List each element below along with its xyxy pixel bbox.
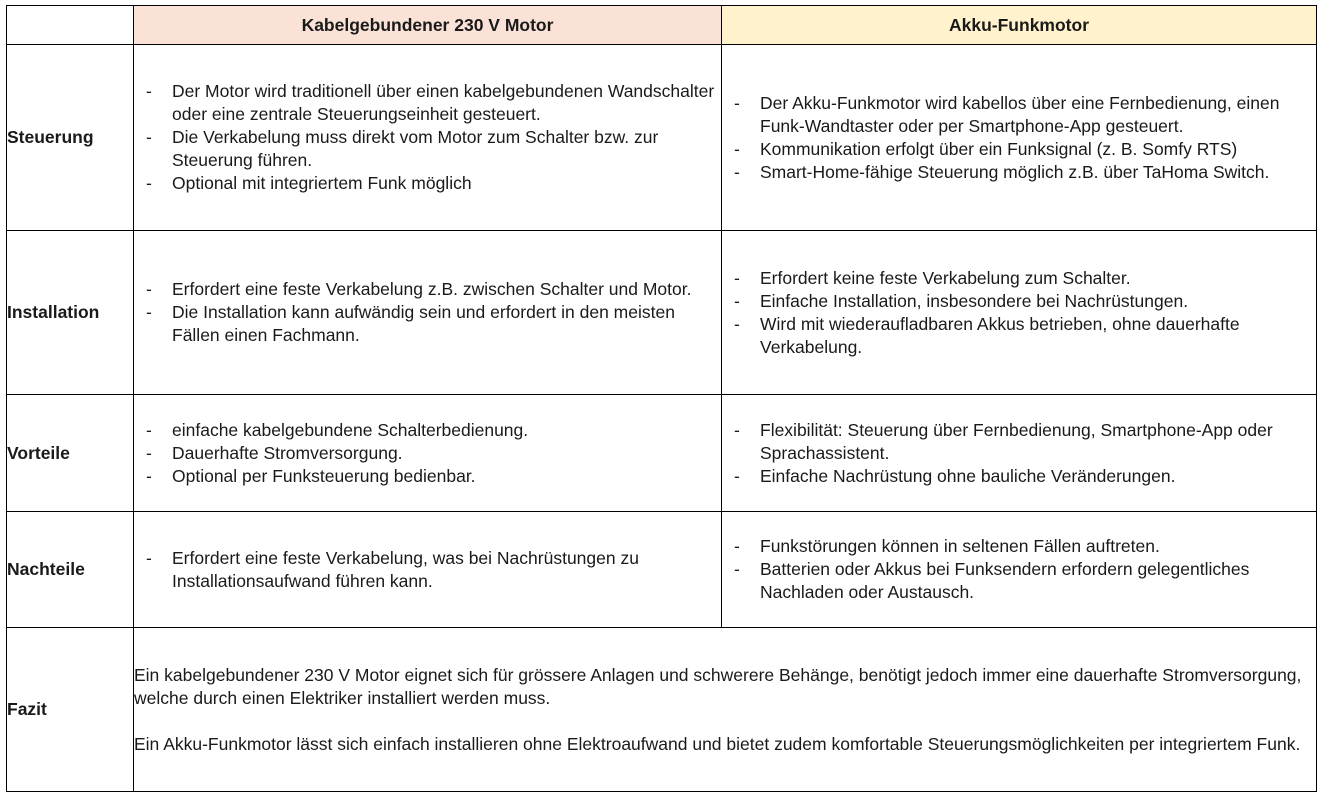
list-item: - Funkstörungen können in seltenen Fällen auftreten. <box>760 535 1310 558</box>
table-row <box>7 45 1317 231</box>
cell-installation-wired <box>134 231 722 395</box>
fazit-cell <box>134 628 1317 792</box>
list-item: - Wird mit wiederaufladbaren Akkus betrieben, ohne dauerhafte Verkabelung. <box>760 313 1310 359</box>
cell-steuerung-wired <box>134 45 722 231</box>
list-item: - Einfache Nachrüstung ohne bauliche Veränderungen. <box>760 465 1310 488</box>
table-row <box>7 231 1317 395</box>
table-row <box>7 628 1317 792</box>
row-label-fazit: Fazit <box>7 628 134 792</box>
list-item: - Flexibilität: Steuerung über Fernbedienung, Smartphone-App oder Sprachassistent. <box>760 419 1310 465</box>
list-item: - Dauerhafte Stromversorgung. <box>172 442 715 465</box>
bullet-list <box>722 92 1316 184</box>
cell-vorteile-akku <box>722 395 1317 512</box>
table-row <box>7 395 1317 512</box>
bullet-list <box>134 419 721 488</box>
table-row <box>7 512 1317 628</box>
bullet-list <box>134 547 721 593</box>
header-akku-funkmotor: Akku-Funkmotor <box>722 6 1317 45</box>
row-label-steuerung: Steuerung <box>7 45 134 231</box>
list-item: - Einfache Installation, insbesondere bei Nachrüstungen. <box>760 290 1310 313</box>
fazit-paragraph: Ein Akku-Funkmotor lässt sich einfach installieren ohne Elektroaufwand und bietet zudem komfortable Steuerungsmöglichkeiten per integriertem Funk. <box>134 733 1301 754</box>
list-item: - Optional per Funksteuerung bedienbar. <box>172 465 715 488</box>
list-item: - Erfordert eine feste Verkabelung, was bei Nachrüstungen zu Installationsaufwand führen kann. <box>172 547 715 593</box>
bullet-list <box>134 278 721 347</box>
cell-nachteile-akku <box>722 512 1317 628</box>
header-wired-motor: Kabelgebundener 230 V Motor <box>134 6 722 45</box>
cell-installation-akku <box>722 231 1317 395</box>
list-item: - einfache kabelgebundene Schalterbedienung. <box>172 419 715 442</box>
list-item: - Die Installation kann aufwändig sein und erfordert in den meisten Fällen einen Fachmann. <box>172 301 715 347</box>
comparison-table <box>6 5 1317 792</box>
list-item: - Smart-Home-fähige Steuerung möglich z.B. über TaHoma Switch. <box>760 161 1310 184</box>
list-item: - Der Motor wird traditionell über einen kabelgebundenen Wandschalter oder eine zentrale Steuerungseinheit gesteuert. <box>172 80 715 126</box>
bullet-list <box>134 80 721 195</box>
bullet-list <box>722 535 1316 604</box>
header-corner-cell <box>7 6 134 45</box>
list-item: - Erfordert keine feste Verkabelung zum Schalter. <box>760 267 1310 290</box>
list-item: - Die Verkabelung muss direkt vom Motor zum Schalter bzw. zur Steuerung führen. <box>172 126 715 172</box>
list-item: - Der Akku-Funkmotor wird kabellos über eine Fernbedienung, einen Funk-Wandtaster oder per Smartphone-App gesteuert. <box>760 92 1310 138</box>
row-label-installation: Installation <box>7 231 134 395</box>
row-label-vorteile: Vorteile <box>7 395 134 512</box>
list-item: - Batterien oder Akkus bei Funksendern erfordern gelegentliches Nachladen oder Austausch. <box>760 558 1310 604</box>
cell-steuerung-akku <box>722 45 1317 231</box>
cell-nachteile-wired <box>134 512 722 628</box>
bullet-list <box>722 267 1316 359</box>
cell-vorteile-wired <box>134 395 722 512</box>
list-item: - Erfordert eine feste Verkabelung z.B. zwischen Schalter und Motor. <box>172 278 715 301</box>
list-item: - Optional mit integriertem Funk möglich <box>172 172 715 195</box>
fazit-paragraph: Ein kabelgebundener 230 V Motor eignet sich für grössere Anlagen und schwerere Behänge, benötigt jedoch immer eine dauerhafte Stromversorgung, welche durch einen Elektriker installiert werden muss. <box>134 664 1302 708</box>
list-item: - Kommunikation erfolgt über ein Funksignal (z. B. Somfy RTS) <box>760 138 1310 161</box>
row-label-nachteile: Nachteile <box>7 512 134 628</box>
bullet-list <box>722 419 1316 488</box>
header-row <box>7 6 1317 45</box>
